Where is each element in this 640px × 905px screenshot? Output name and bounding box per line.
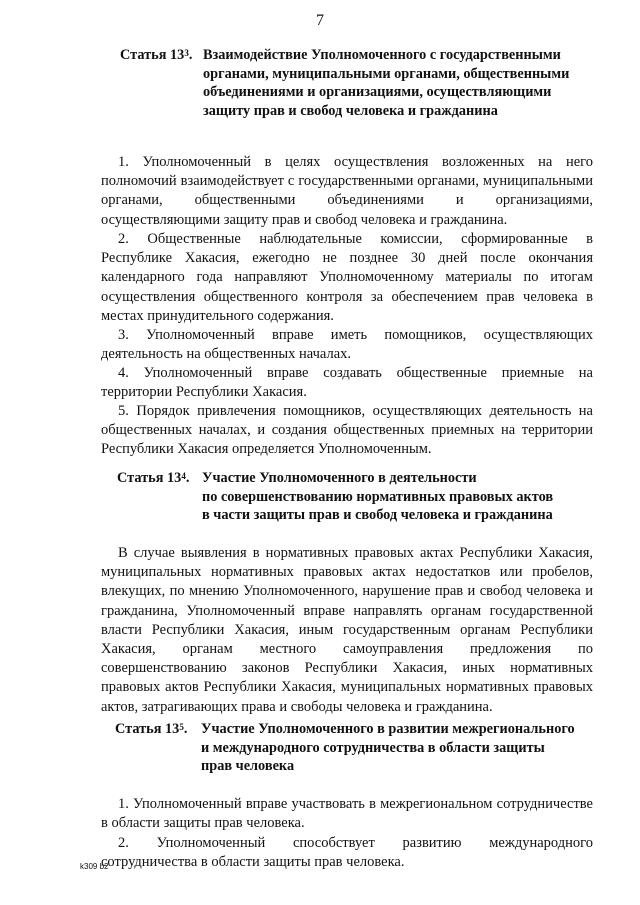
article-13-3-heading bbox=[120, 46, 600, 126]
heading-line: органами, муниципальными органами, общественными bbox=[203, 65, 570, 82]
paragraph: 1. Уполномоченный вправе участвовать в межрегиональном сотрудничестве в области защиты прав человека. bbox=[101, 796, 593, 832]
paragraph: В случае выявления в нормативных правовых актах Республики Хакасия, муниципальных нормативных правовых актах недостатков или пробелов, влекущих, по мнению Уполномоченного, нарушение прав и свобод человека и гражданина, Уполномоченный вправе направлять органам государственной власти Республики Хакасия, иным государственным органам Республики Хакасия, органам местного самоуправления предложения по совершенствованию законов Республики Хакасия, иных нормативных правовых актов Республики Хакасия, муниципальных нормативных правовых актов, затрагивающих права и свободы человека и гражданина. bbox=[101, 545, 593, 715]
heading-line: по совершенствованию нормативных правовых актов bbox=[202, 488, 554, 505]
paragraph: 3. Уполномоченный вправе иметь помощников, осуществляющих деятельность на общественных началах. bbox=[101, 327, 593, 363]
footer-code: k309 b2 bbox=[80, 862, 109, 871]
paragraph: 2. Уполномоченный способствует развитию международного сотрудничества в области защиты прав человека. bbox=[101, 835, 593, 871]
heading-line: в части защиты прав и свобод человека и гражданина bbox=[202, 507, 553, 523]
heading-line: Участие Уполномоченного в деятельности bbox=[202, 470, 477, 486]
heading-line: и международного сотрудничества в области защиты bbox=[201, 739, 545, 756]
article-label: Статья $13^3$. bbox=[120, 47, 193, 63]
page-number: 7 bbox=[316, 12, 324, 29]
paragraph: 2. Общественные наблюдательные комиссии, сформированные в Республике Хакасия, ежегодно не позднее 30 дней после окончания календарного года направляют Уполномоченному материалы по итогам осуществления общественного контроля за обеспечением прав человека в местах принудительного содержания. bbox=[101, 231, 593, 324]
heading-line: объединениями и организациями, осуществляющими bbox=[203, 84, 552, 100]
heading-line: Участие Уполномоченного в развитии межрегионального bbox=[201, 721, 575, 737]
article-13-5-heading bbox=[115, 720, 605, 780]
paragraph: 5. Порядок привлечения помощников, осуществляющих деятельность на общественных началах, и создания общественных приемных на территории Республики Хакасия определяется Уполномоченным. bbox=[101, 403, 593, 458]
heading-line: Взаимодействие Уполномоченного с государственными bbox=[203, 47, 561, 63]
article-label: Статья $13^4$. bbox=[117, 470, 190, 486]
heading-line: защиту прав и свобод человека и гражданина bbox=[203, 102, 498, 119]
paragraph: 1. Уполномоченный в целях осуществления возложенных на него полномочий взаимодействует с государственными органами, муниципальными органами, общественными объединениями и организациями, осуществляющими защиту прав и свобод человека и гражданина. bbox=[101, 154, 593, 228]
heading-line: прав человека bbox=[201, 758, 295, 774]
article-13-4-heading bbox=[117, 469, 597, 529]
article-label: Статья $13^5$. bbox=[115, 721, 188, 737]
paragraph: 4. Уполномоченный вправе создавать общественные приемные на территории Республики Хакасия. bbox=[101, 365, 593, 401]
